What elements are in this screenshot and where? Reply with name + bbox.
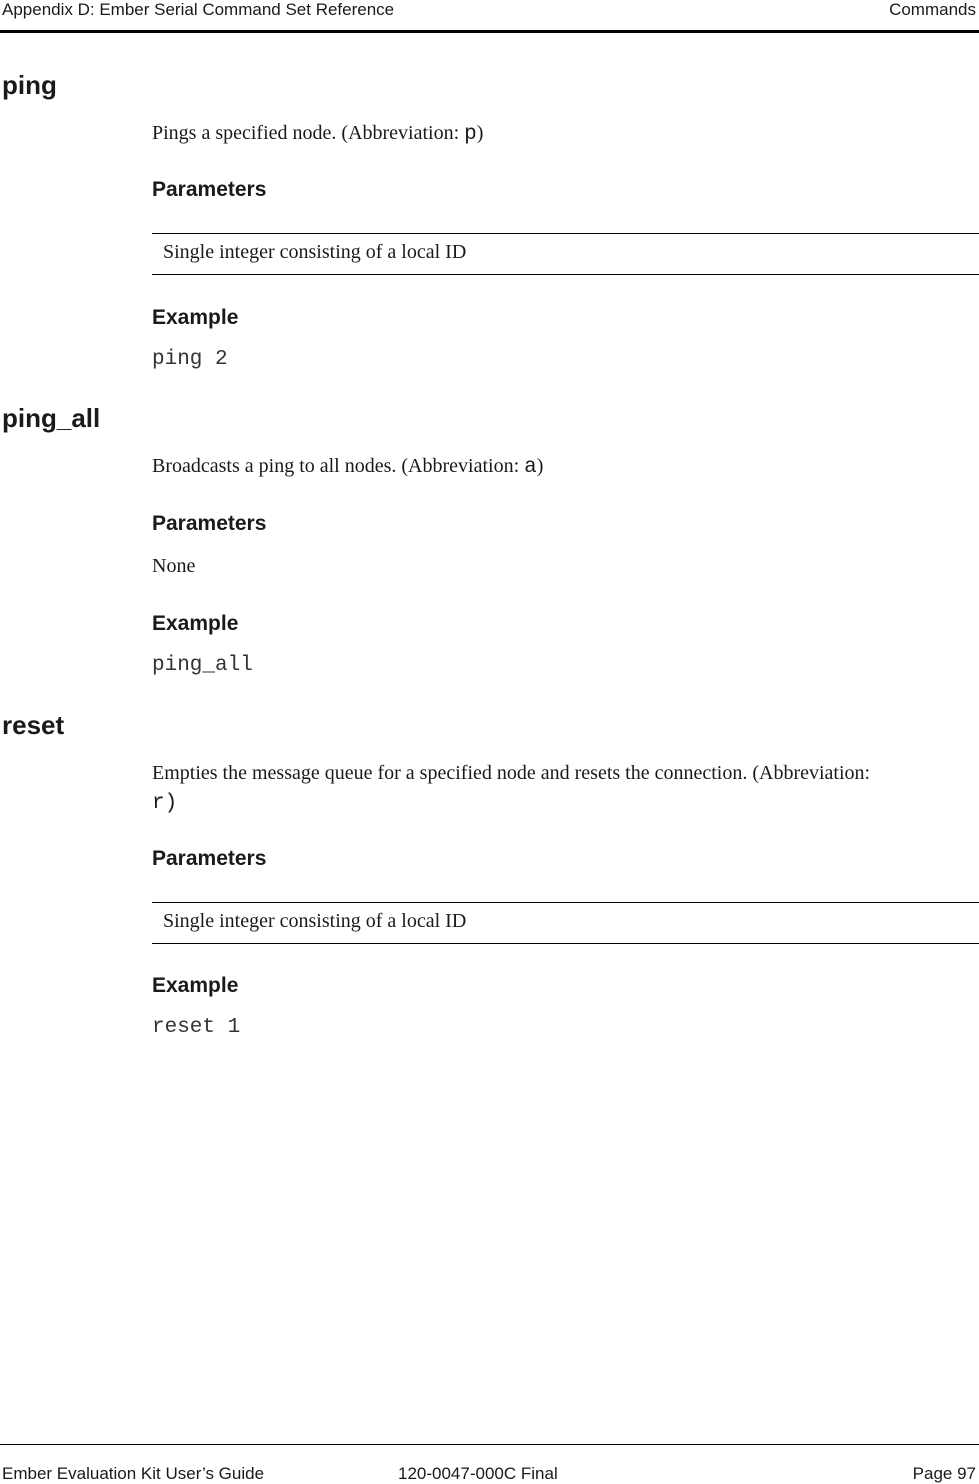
abbreviation-code: a: [524, 456, 537, 479]
page-footer: [0, 1444, 979, 1484]
example-heading: Example: [152, 306, 239, 329]
abbreviation-code: r: [152, 792, 165, 815]
header-section-title: Commands: [889, 0, 976, 19]
command-title-ping-all: ping_all: [2, 403, 101, 433]
parameter-table: [152, 233, 979, 275]
example-code: reset 1: [152, 1016, 241, 1039]
parameters-heading: Parameters: [152, 512, 267, 535]
footer-page-number: Page 97: [912, 1464, 976, 1483]
command-title-reset: reset: [2, 710, 65, 740]
footer-document-number: 120-0047-000C Final: [398, 1464, 558, 1483]
example-code: ping 2: [152, 348, 228, 371]
footer-document-title: Ember Evaluation Kit User’s Guide: [2, 1464, 265, 1483]
parameters-heading: Parameters: [152, 178, 267, 201]
example-heading: Example: [152, 974, 239, 997]
parameter-description: None: [152, 555, 196, 577]
command-description-reset: Empties the message queue for a specified node and resets the connection. (Abbreviation: r): [152, 762, 871, 815]
header-chapter-title: Appendix D: Ember Serial Command Set Reference: [2, 0, 395, 19]
parameter-table: [152, 902, 979, 944]
parameter-description: Single integer consisting of a local ID: [163, 241, 467, 263]
example-heading: Example: [152, 612, 239, 635]
command-description-ping-all: Broadcasts a ping to all nodes. (Abbreviation: a): [152, 455, 544, 479]
parameter-description: Single integer consisting of a local ID: [163, 910, 467, 932]
parameters-heading: Parameters: [152, 847, 267, 870]
example-code: ping_all: [152, 654, 253, 677]
abbreviation-code: p: [464, 123, 477, 146]
command-description-ping: Pings a specified node. (Abbreviation: p): [152, 122, 484, 146]
page-header: [0, 0, 979, 33]
command-title-ping: ping: [2, 70, 57, 100]
